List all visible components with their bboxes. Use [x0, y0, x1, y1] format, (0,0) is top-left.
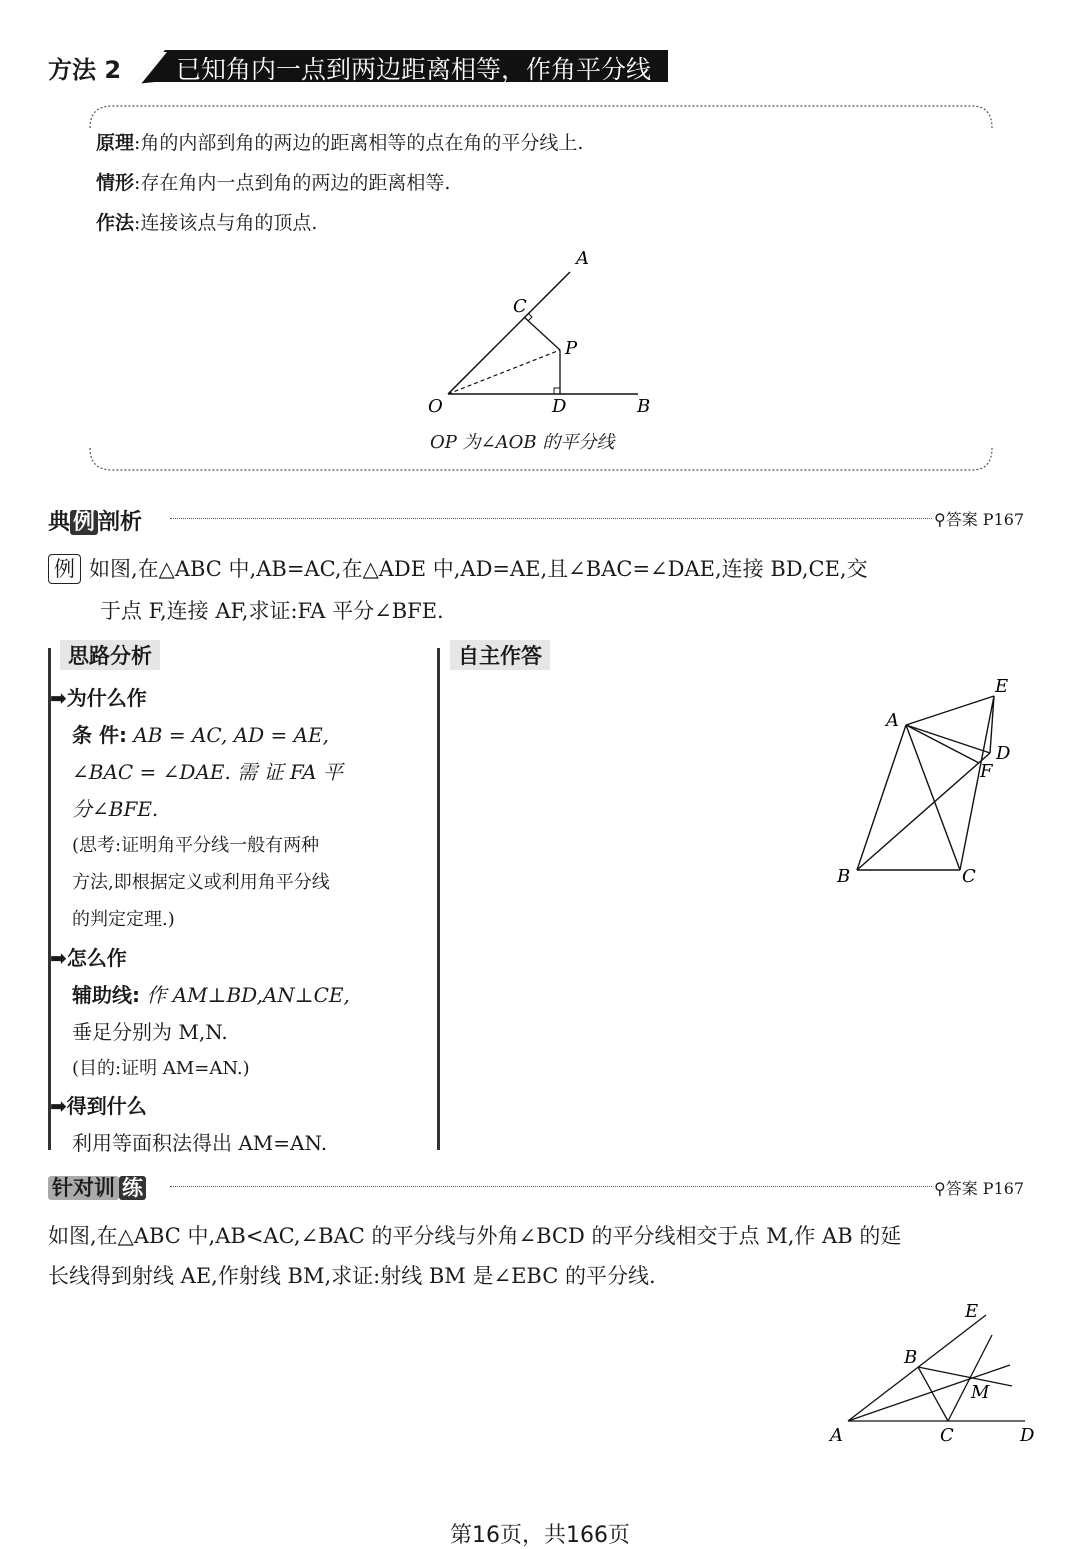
magnifier-icon: ⚲ — [934, 1179, 946, 1198]
segment-ae — [906, 696, 994, 725]
training-figure — [820, 1295, 1050, 1455]
aux-line1: 辅助线: 作 AM⊥BD,AN⊥CE, — [72, 983, 350, 1007]
label-b: B — [837, 866, 851, 887]
arrow-right-icon: ➡ — [50, 1094, 67, 1118]
training-section-title — [48, 1172, 146, 1202]
condition-line1: 条 件: AB = AC, AD = AE, — [72, 723, 330, 747]
get-heading: ➡得到什么 — [50, 1094, 147, 1118]
example-section-title — [48, 505, 142, 536]
label-c: C — [513, 296, 527, 317]
training-title-part1: 针对训 — [48, 1176, 119, 1200]
analysis-title: 思路分析 — [60, 640, 160, 670]
get-text: 利用等面积法得出 AM=AN. — [72, 1131, 328, 1155]
label-c: C — [940, 1425, 954, 1446]
situation-label: 情形 — [96, 172, 135, 194]
label-o: O — [428, 396, 443, 417]
condition-line3: 分∠BFE. — [72, 797, 159, 821]
ray-ae — [848, 1315, 986, 1421]
segment-ac — [906, 725, 960, 870]
principle-line — [96, 128, 583, 155]
label-f: F — [980, 761, 993, 782]
segment-af — [906, 725, 979, 763]
method-line — [96, 208, 317, 235]
principle-text: :角的内部到角的两边的距离相等的点在角的平分线上. — [134, 132, 584, 154]
method-step-label: 作法 — [96, 212, 135, 234]
example-badge: 例 — [48, 554, 81, 584]
ray-oa — [448, 272, 570, 394]
right-angle-mark-d — [554, 388, 560, 394]
label-m: M — [971, 1382, 990, 1403]
label-d: D — [552, 396, 567, 417]
think-line1: (思考:证明角平分线一般有两种 — [72, 835, 320, 856]
divider — [170, 1186, 932, 1187]
training-text-line1: 如图,在△ABC 中,AB<AC,∠BAC 的平分线与外角∠BCD 的平分线相交于点 M,作 AB 的延 — [48, 1224, 902, 1248]
magnifier-icon: ⚲ — [934, 510, 946, 529]
segment-ce — [960, 696, 994, 870]
arrow-right-icon: ➡ — [50, 946, 67, 970]
label-d: D — [1020, 1425, 1035, 1446]
think-line3: 的判定定理.) — [72, 909, 175, 930]
label-c: C — [962, 866, 976, 887]
arrow-right-icon: ➡ — [50, 686, 67, 710]
label-e: E — [965, 1301, 979, 1322]
right-angle-mark-c — [528, 313, 532, 321]
situation-line — [96, 168, 450, 195]
example-figure — [830, 670, 1030, 890]
answer-reference: ⚲答案 P167 — [934, 510, 1025, 529]
segment-pc — [524, 317, 560, 350]
why-heading: ➡为什么作 — [50, 686, 147, 710]
segment-ad — [906, 725, 990, 753]
angle-bisector-figure — [420, 240, 680, 420]
example-title-part2: 例 — [70, 510, 98, 535]
aux-line2: 垂足分别为 M,N. — [72, 1020, 228, 1044]
right-column-bar — [437, 648, 440, 1150]
divider — [170, 518, 932, 519]
situation-text: :存在角内一点到角的两边的距离相等. — [134, 172, 451, 194]
label-b: B — [637, 396, 651, 417]
figure-caption: OP 为∠AOB 的平分线 — [430, 432, 615, 453]
answer-area-title: 自主作答 — [450, 640, 550, 670]
condition-line2: ∠BAC = ∠DAE. 需 证 FA 平 — [72, 760, 343, 784]
example-title-part1: 典 — [48, 510, 71, 535]
example-problem — [48, 548, 1038, 632]
segment-op — [448, 350, 560, 394]
answer-reference: ⚲答案 P167 — [934, 1179, 1025, 1198]
think-line2: 方法,即根据定义或利用角平分线 — [72, 872, 330, 893]
training-title-part2: 练 — [119, 1176, 146, 1200]
label-d: D — [996, 743, 1011, 764]
example-title-part3: 剖析 — [98, 510, 143, 535]
example-text-line1: 如图,在△ABC 中,AB=AC,在△ADE 中,AD=AE,且∠BAC=∠DAE,连接 BD,CE,交 — [89, 557, 868, 581]
label-p: P — [565, 338, 578, 359]
principle-label: 原理 — [96, 132, 135, 154]
label-a: A — [576, 248, 589, 269]
purpose-line: (目的:证明 AM=AN.) — [72, 1058, 250, 1079]
how-heading: ➡怎么作 — [50, 946, 127, 970]
method-label: 方法 2 — [48, 56, 122, 84]
page-number: 第16页，共166页 — [450, 1523, 630, 1548]
training-text-line2: 长线得到射线 AE,作射线 BM,求证:射线 BM 是∠EBC 的平分线. — [48, 1264, 656, 1288]
segment-bc — [918, 1367, 948, 1421]
example-text-line2: 于点 F,连接 AF,求证:FA 平分∠BFE. — [100, 599, 444, 623]
left-column-bar — [48, 648, 51, 1150]
training-problem — [48, 1216, 1038, 1296]
label-b: B — [904, 1347, 918, 1368]
label-a: A — [886, 710, 899, 731]
label-e: E — [995, 676, 1009, 697]
method-step-text: :连接该点与角的顶点. — [134, 212, 318, 234]
label-a: A — [830, 1425, 843, 1446]
method-title: 已知角内一点到两边距离相等，作角平分线 — [176, 55, 652, 84]
